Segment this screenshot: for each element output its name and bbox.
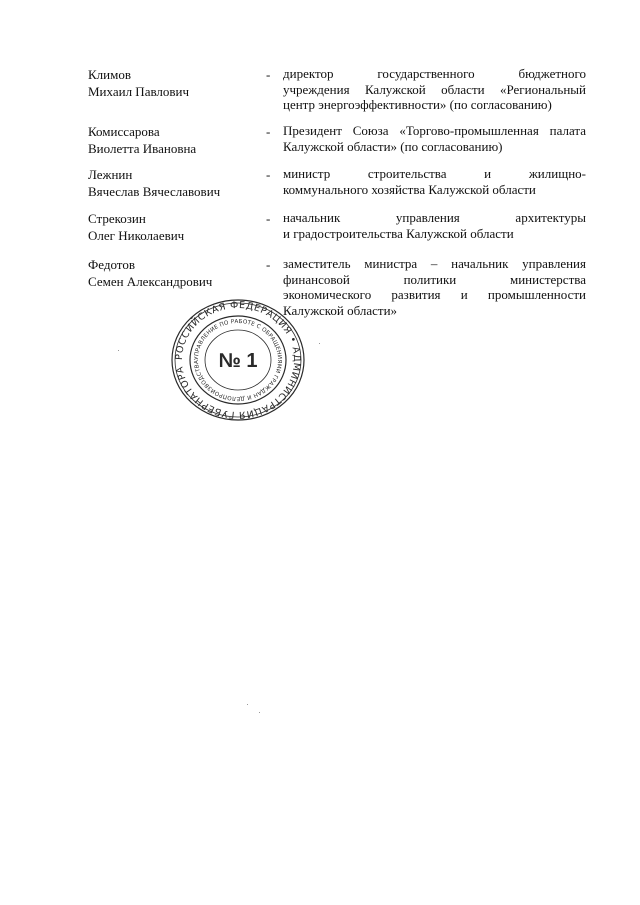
separator-dash: -	[266, 257, 271, 272]
member-surname: Комиссарова	[88, 124, 160, 139]
member-position	[283, 210, 586, 241]
member-given-names: Олег Николаевич	[88, 228, 185, 243]
member-position	[283, 123, 586, 154]
seal-number: № 1	[218, 350, 258, 372]
position-line: экономического развития и промышленности	[283, 287, 586, 302]
position-line: учреждения Калужской области «Региональный	[283, 81, 586, 97]
scan-speck	[247, 704, 248, 705]
member-name	[88, 66, 263, 100]
position-line: Калужской области»	[283, 302, 398, 318]
member-name	[88, 256, 263, 290]
official-seal	[168, 298, 308, 423]
member-given-names: Семен Александрович	[88, 274, 213, 289]
member-position	[283, 256, 586, 318]
scan-speck	[118, 350, 119, 351]
member-given-names: Михаил Павлович	[88, 84, 190, 99]
position-line: начальник управления архитектуры	[283, 210, 586, 225]
position-line: и градостроительства Калужской области	[283, 225, 514, 241]
member-name	[88, 123, 263, 157]
member-given-names: Виолетта Ивановна	[88, 141, 197, 156]
position-line: Президент Союза «Торгово-промышленная палата	[283, 123, 586, 138]
member-surname: Стрекозин	[88, 211, 146, 226]
position-line: заместитель министра – начальник управления	[283, 256, 586, 271]
scan-speck	[259, 712, 260, 713]
position-line: коммунального хозяйства Калужской области	[283, 181, 536, 197]
separator-dash: -	[266, 211, 271, 226]
separator-dash: -	[266, 167, 271, 182]
position-line: директор государственного бюджетного	[283, 66, 586, 81]
position-line: министр строительства и жилищно-	[283, 166, 586, 181]
member-given-names: Вячеслав Вячеславович	[88, 184, 221, 199]
member-surname: Федотов	[88, 257, 135, 272]
position-line: финансовой политики министерства	[283, 271, 586, 287]
member-surname: Лежнин	[88, 167, 133, 182]
scan-speck	[319, 343, 320, 344]
member-name	[88, 210, 263, 244]
member-surname: Климов	[88, 67, 131, 82]
separator-dash: -	[266, 67, 271, 82]
position-line: центр энергоэффективности» (по согласованию)	[283, 97, 552, 112]
member-position	[283, 66, 586, 113]
position-line: Калужской области» (по согласованию)	[283, 138, 503, 154]
member-name	[88, 166, 263, 200]
member-position	[283, 166, 586, 197]
seal-inner-text: УПРАВЛЕНИЕ ПО РАБОТЕ С ОБРАЩЕНИЯМИ ГРАЖДАН И ДЕЛОПРОИЗВОДСТВА	[193, 318, 283, 402]
seal-stamp-icon	[168, 298, 308, 423]
seal-outer-text: РОССИЙСКАЯ ФЕДЕРАЦИЯ • АДМИНИСТРАЦИЯ ГУБЕРНАТОРА	[173, 299, 303, 421]
separator-dash: -	[266, 124, 271, 139]
